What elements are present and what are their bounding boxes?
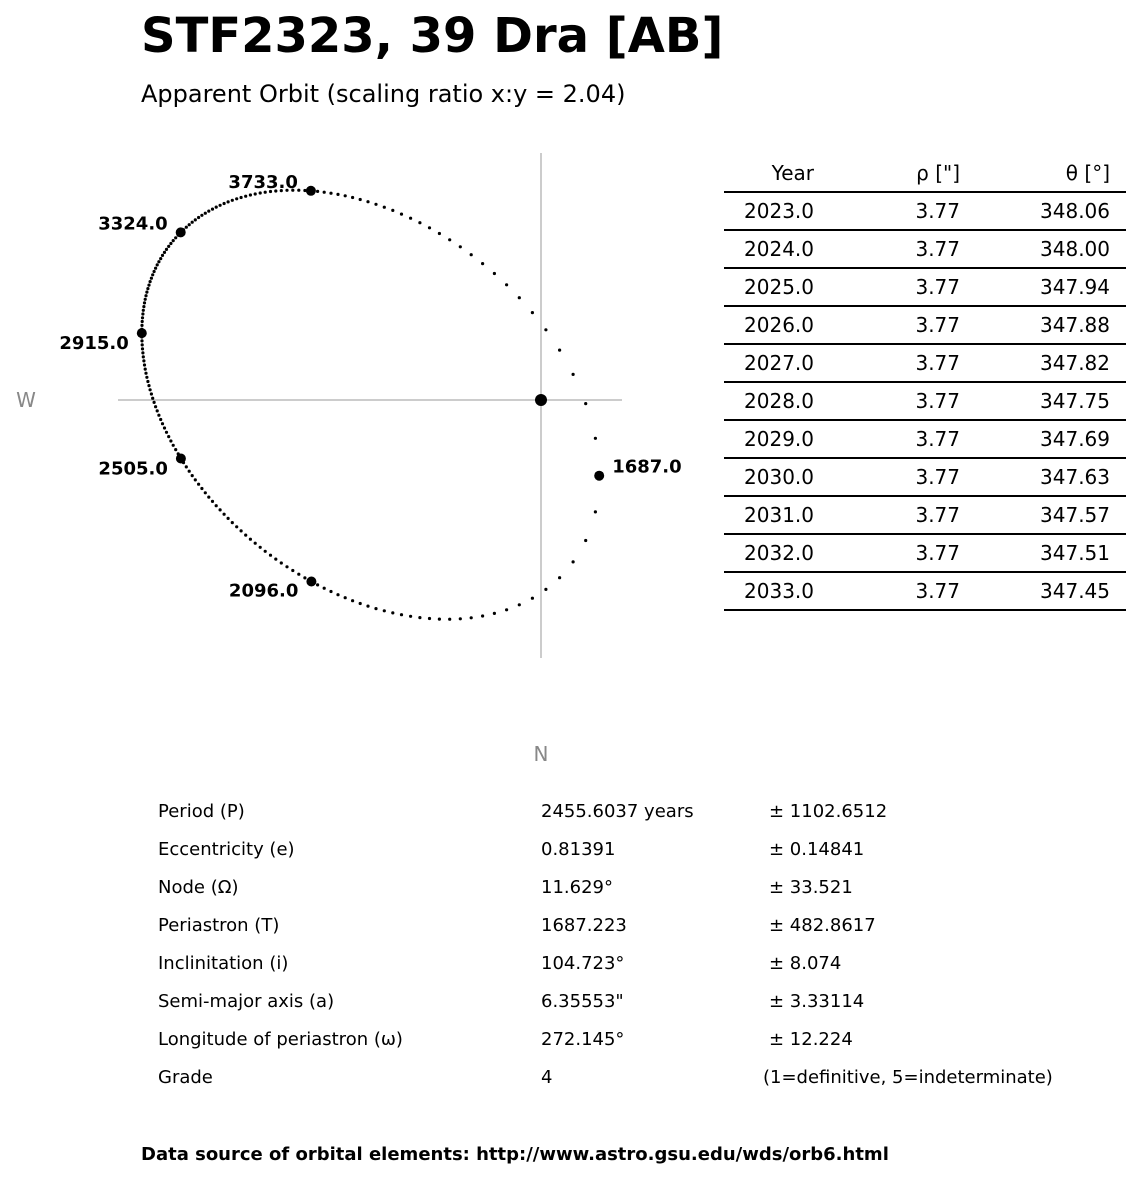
orbit-point [235, 197, 238, 200]
orbit-point [156, 409, 159, 412]
element-name: Periastron (T) [158, 915, 280, 936]
orbit-point [459, 617, 462, 620]
cell-year: 2025.0 [724, 268, 814, 306]
header-theta: θ [°] [960, 155, 1110, 192]
orbit-point [470, 253, 473, 256]
orbit-point [254, 542, 257, 545]
header-year: Year [724, 155, 814, 192]
orbit-point [161, 254, 164, 257]
table-row [724, 420, 1126, 458]
orbit-point [366, 605, 369, 608]
orbit-point [143, 301, 146, 304]
epoch-marker [594, 471, 604, 481]
orbit-point [493, 612, 496, 615]
orbit-point [150, 392, 153, 395]
primary-star [535, 394, 547, 406]
orbit-point [505, 283, 508, 286]
element-error: ± 33.521 [769, 877, 853, 898]
cell-theta: 347.75 [960, 382, 1110, 420]
orbit-point [145, 291, 148, 294]
orbit-point [531, 597, 534, 600]
orbit-point [185, 465, 188, 468]
orbit-point [144, 368, 147, 371]
table-row [724, 496, 1126, 534]
orbit-point [194, 478, 197, 481]
epoch-marker [176, 227, 186, 237]
orbit-point [336, 193, 339, 196]
element-value: 272.145° [541, 1029, 625, 1050]
element-value: 11.629° [541, 877, 613, 898]
orbit-point [197, 216, 200, 219]
orbit-point [159, 418, 162, 421]
orbit-point [215, 504, 218, 507]
orbit-point [140, 339, 143, 342]
orbit-point [366, 200, 369, 203]
orbit-point [147, 284, 150, 287]
orbit-point [244, 195, 247, 198]
orbit-point [383, 609, 386, 612]
orbit-point [165, 248, 168, 251]
orbit-point [141, 312, 144, 315]
orbit-point [280, 561, 283, 564]
orbit-point [274, 558, 277, 561]
orbit-point [383, 206, 386, 209]
orbit-point [204, 212, 207, 215]
orbit-point [200, 214, 203, 217]
table-row [724, 458, 1126, 496]
element-error: ± 0.14841 [769, 839, 865, 860]
orbit-point [227, 200, 230, 203]
orbit-point [418, 616, 421, 619]
orbit-point [172, 444, 175, 447]
cell-rho: 3.77 [814, 382, 960, 420]
orbit-point [428, 226, 431, 229]
element-row [158, 871, 1138, 909]
orbit-point [174, 448, 177, 451]
element-name: Inclinitation (i) [158, 953, 289, 974]
orbit-point [400, 213, 403, 216]
epoch-label: 2505.0 [98, 458, 168, 480]
table-header-row [724, 155, 1126, 192]
orbit-point [344, 596, 347, 599]
orbit-point [153, 401, 156, 404]
orbit-point [153, 270, 156, 273]
orbit-point [409, 615, 412, 618]
orbit-point [231, 521, 234, 524]
orbit-point [197, 483, 200, 486]
cell-rho: 3.77 [814, 496, 960, 534]
orbit-point [147, 384, 150, 387]
orbit-point [297, 573, 300, 576]
orbit-point [142, 305, 145, 308]
orbit-point [141, 347, 144, 350]
orbit-point [141, 343, 144, 346]
element-value: 2455.6037 years [541, 801, 694, 822]
cell-rho: 3.77 [814, 306, 960, 344]
orbit-point [531, 311, 534, 314]
cell-theta: 347.63 [960, 458, 1110, 496]
data-source: Data source of orbital elements: http://www.astro.gsu.edu/wds/orb6.html [141, 1144, 889, 1165]
cell-rho: 3.77 [814, 268, 960, 306]
orbit-point [264, 550, 267, 553]
chart-subtitle: Apparent Orbit (scaling ratio x:y = 2.04) [141, 80, 626, 108]
orbit-point [151, 273, 154, 276]
ephemeris-table [724, 155, 1126, 611]
orbit-point [481, 262, 484, 265]
orbit-point [244, 534, 247, 537]
cell-theta: 347.69 [960, 420, 1110, 458]
axis-label-n: N [533, 742, 549, 766]
table-row [724, 344, 1126, 382]
cell-theta: 347.51 [960, 534, 1110, 572]
orbit-point [194, 218, 197, 221]
orbit-point [303, 576, 306, 579]
orbit-point [259, 546, 262, 549]
orbit-point [558, 576, 561, 579]
orbit-point [151, 397, 154, 400]
orbit-point [211, 500, 214, 503]
epoch-label: 2096.0 [228, 580, 299, 602]
orbit-point [215, 206, 218, 209]
orbit-point [191, 474, 194, 477]
orbit-point [174, 236, 177, 239]
element-row [158, 947, 1138, 985]
cell-rho: 3.77 [814, 192, 960, 230]
orbit-point [505, 608, 508, 611]
element-row [158, 833, 1138, 871]
element-name: Longitude of periastron (ω) [158, 1029, 403, 1050]
cell-theta: 347.88 [960, 306, 1110, 344]
table-row [724, 192, 1126, 230]
orbit-point [374, 203, 377, 206]
orbit-point [316, 190, 319, 193]
orbit-point [438, 618, 441, 621]
cell-theta: 348.00 [960, 230, 1110, 268]
cell-year: 2023.0 [724, 192, 814, 230]
orbit-point [285, 565, 288, 568]
orbit-point [391, 611, 394, 614]
orbit-point [594, 437, 597, 440]
cell-theta: 347.57 [960, 496, 1110, 534]
orbit-point [481, 614, 484, 617]
orbit-point [167, 245, 170, 248]
orbit-point [161, 422, 164, 425]
table-row [724, 572, 1126, 610]
cell-rho: 3.77 [814, 534, 960, 572]
orbit-point [141, 316, 144, 319]
orbit-point [344, 194, 347, 197]
orbit-point [323, 587, 326, 590]
orbit-point [336, 593, 339, 596]
orbit-point [594, 510, 597, 513]
element-error: ± 8.074 [769, 953, 842, 974]
orbit-point [231, 199, 234, 202]
element-name: Node (Ω) [158, 877, 239, 898]
element-row [158, 1061, 1138, 1099]
orbit-point [448, 618, 451, 621]
element-row [158, 909, 1138, 947]
orbit-point [254, 192, 257, 195]
orbit-point [329, 590, 332, 593]
chart-title: STF2323, 39 Dra [AB] [141, 8, 724, 64]
cell-year: 2024.0 [724, 230, 814, 268]
orbit-point [207, 496, 210, 499]
element-value: 0.81391 [541, 839, 616, 860]
orbit-point [249, 538, 252, 541]
epoch-marks [59, 172, 681, 602]
cell-year: 2029.0 [724, 420, 814, 458]
orbit-point [269, 554, 272, 557]
orbit-point [518, 603, 521, 606]
orbit-point [144, 294, 147, 297]
orbit-point [219, 508, 222, 511]
cell-theta: 347.82 [960, 344, 1110, 382]
epoch-marker [137, 328, 147, 338]
orbit-point [240, 529, 243, 532]
element-name: Period (P) [158, 801, 245, 822]
cell-theta: 347.94 [960, 268, 1110, 306]
orbit-point [211, 208, 214, 211]
cell-year: 2027.0 [724, 344, 814, 382]
orbit-point [518, 296, 521, 299]
cell-theta: 347.45 [960, 572, 1110, 610]
orbit-point [572, 560, 575, 563]
orbit-point [351, 196, 354, 199]
orbit-point [140, 324, 143, 327]
orbit-point [493, 272, 496, 275]
element-error: ± 3.33114 [769, 991, 865, 1012]
header-rho: ρ ["] [814, 155, 960, 192]
orbit-point [191, 221, 194, 224]
element-row [158, 985, 1138, 1023]
cell-year: 2032.0 [724, 534, 814, 572]
orbit-point [584, 539, 587, 542]
orbit-point [235, 525, 238, 528]
orbit-point [188, 470, 191, 473]
orbit-point [154, 405, 157, 408]
orbit-point [359, 602, 362, 605]
orbit-point [249, 193, 252, 196]
orbital-elements [158, 795, 1138, 1099]
cell-year: 2031.0 [724, 496, 814, 534]
orbit-point [167, 435, 170, 438]
orbit-point [204, 491, 207, 494]
orbit-point [163, 426, 166, 429]
orbit-point [223, 513, 226, 516]
element-name: Grade [158, 1067, 213, 1088]
orbit-point [142, 355, 145, 358]
orbit-point [156, 263, 159, 266]
element-name: Semi-major axis (a) [158, 991, 335, 1012]
orbit-point [544, 588, 547, 591]
orbit-point [150, 277, 153, 280]
orbit-point [146, 287, 149, 290]
orbit-point [185, 226, 188, 229]
orbit-point [470, 616, 473, 619]
orbit-point [223, 202, 226, 205]
orbit-point [172, 239, 175, 242]
orbit-point [544, 328, 547, 331]
cell-theta: 348.06 [960, 192, 1110, 230]
epoch-label: 3324.0 [98, 213, 168, 235]
orbit-point [141, 320, 144, 323]
orbit-point [144, 372, 147, 375]
orbit-point [146, 380, 149, 383]
table-row [724, 382, 1126, 420]
orbit-point [316, 583, 319, 586]
orbit-point [291, 569, 294, 572]
cell-rho: 3.77 [814, 420, 960, 458]
epoch-marker [306, 186, 316, 196]
orbit-point [200, 487, 203, 490]
orbit-point [391, 209, 394, 212]
table-row [724, 306, 1126, 344]
cell-year: 2028.0 [724, 382, 814, 420]
orbit-point [558, 349, 561, 352]
orbit-point [207, 210, 210, 213]
orbit-point [157, 414, 160, 417]
table-row [724, 534, 1126, 572]
element-error: ± 1102.6512 [769, 801, 888, 822]
orbit-point [142, 309, 145, 312]
orbit-point [169, 439, 172, 442]
orbit-point [159, 257, 162, 260]
orbit-point [240, 196, 243, 199]
orbit-point [323, 191, 326, 194]
orbit-point [144, 298, 147, 301]
orbit-dots [140, 189, 601, 621]
epoch-label: 3733.0 [228, 171, 298, 193]
cell-year: 2030.0 [724, 458, 814, 496]
orbit-point [154, 267, 157, 270]
orbit-point [149, 280, 152, 283]
orbit-point [143, 363, 146, 366]
orbit-point [163, 251, 166, 254]
table-row [724, 230, 1126, 268]
orbit-point [374, 607, 377, 610]
orbit-point [448, 238, 451, 241]
orbit-point [219, 204, 222, 207]
epoch-label: 1687.0 [612, 456, 682, 478]
cell-rho: 3.77 [814, 572, 960, 610]
element-value: 1687.223 [541, 915, 627, 936]
orbit-point [459, 245, 462, 248]
element-row [158, 795, 1138, 833]
orbit-point [227, 517, 230, 520]
element-value: 4 [541, 1067, 553, 1088]
element-error: ± 12.224 [769, 1029, 853, 1050]
axis-label-w: W [16, 388, 36, 412]
orbit-point [169, 242, 172, 245]
orbit-point [145, 376, 148, 379]
element-name: Eccentricity (e) [158, 839, 295, 860]
epoch-label: 2915.0 [59, 333, 129, 355]
cell-rho: 3.77 [814, 458, 960, 496]
cell-year: 2033.0 [724, 572, 814, 610]
orbit-point [584, 402, 587, 405]
element-row [158, 1023, 1138, 1061]
element-error: ± 482.8617 [769, 915, 876, 936]
orbit-point [142, 359, 145, 362]
orbit-point [149, 388, 152, 391]
cell-rho: 3.77 [814, 344, 960, 382]
orbit-point [351, 599, 354, 602]
orbit-point [400, 613, 403, 616]
cell-year: 2026.0 [724, 306, 814, 344]
orbit-point [418, 221, 421, 224]
orbit-point [572, 373, 575, 376]
orbit-plot [0, 0, 700, 780]
orbit-point [409, 217, 412, 220]
orbit-point [157, 260, 160, 263]
orbit-point [329, 192, 332, 195]
epoch-marker [176, 454, 186, 464]
epoch-marker [306, 577, 316, 587]
orbit-point [165, 431, 168, 434]
element-note: (1=definitive, 5=indeterminate) [763, 1067, 1053, 1088]
orbit-point [188, 223, 191, 226]
orbit-point [141, 351, 144, 354]
orbit-point [438, 232, 441, 235]
table-row [724, 268, 1126, 306]
element-value: 6.35553" [541, 991, 624, 1012]
orbit-point [359, 198, 362, 201]
element-value: 104.723° [541, 953, 625, 974]
orbit-point [428, 617, 431, 620]
cell-rho: 3.77 [814, 230, 960, 268]
